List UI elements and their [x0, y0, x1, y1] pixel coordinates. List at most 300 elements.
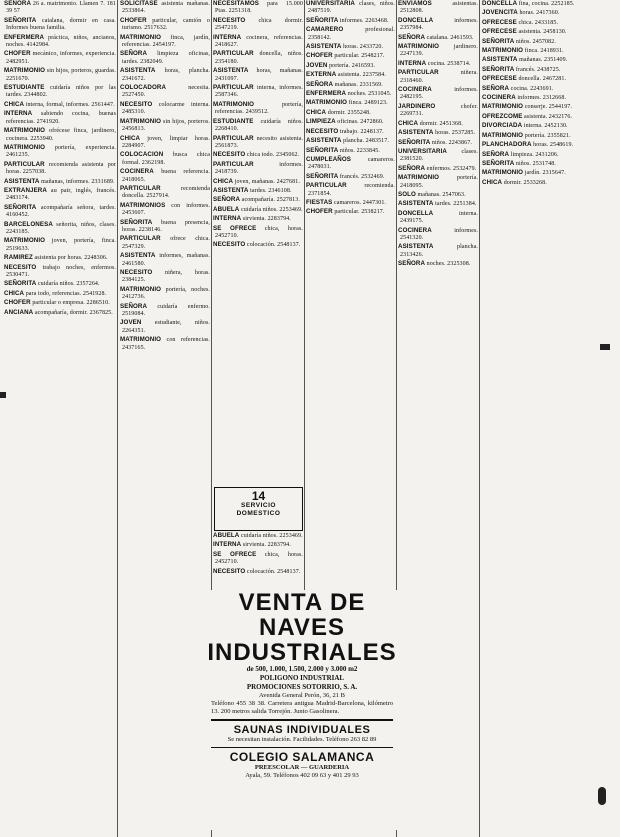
classified-ad-heading: ASISTENTA	[213, 186, 249, 194]
classified-ad	[306, 156, 395, 172]
classified-ad	[306, 182, 395, 198]
classified-ad-heading: PARTICULAR	[120, 184, 161, 192]
classified-ad	[306, 147, 395, 155]
classified-ad	[213, 151, 303, 159]
classified-ad	[213, 187, 303, 195]
section-header-servicio-domestico	[214, 487, 303, 531]
classified-ad	[120, 168, 210, 184]
classified-ad-text: particular, camión o turismo. 2517632.	[122, 17, 210, 32]
classified-ad-heading: MATRIMONIO	[306, 99, 348, 107]
classified-ad-heading: RAMIREZ	[4, 254, 33, 262]
classified-ad-heading: SEÑORITA	[482, 65, 515, 73]
column-divider	[117, 0, 118, 837]
classified-ad	[398, 165, 478, 173]
classified-ad	[4, 67, 116, 83]
classified-column-1	[4, 0, 116, 837]
classified-ad	[306, 71, 395, 79]
classified-ad-text: interna, informes. 2587346.	[215, 85, 303, 99]
classified-ad-text: informes. 2357984.	[400, 17, 478, 32]
classified-ad	[482, 94, 596, 102]
classified-ad	[120, 118, 210, 134]
classified-ad-text: horas. 2537285.	[433, 130, 476, 137]
classified-ad	[213, 215, 303, 223]
classified-ad-text: francés. 2438725.	[514, 66, 561, 73]
ad-headline-1: VENTA DE NAVES	[238, 589, 366, 641]
classified-ad	[306, 17, 395, 25]
classified-ad-text: para 15.000 Ptas. 2251318.	[215, 1, 303, 15]
classified-ad-text: tardes. 2346108.	[248, 187, 292, 194]
classified-ad-heading: DONCELLA	[398, 209, 434, 217]
classified-ad-text: asistenta. 2458130.	[516, 29, 567, 36]
classified-ad-text: dormir. 2533268.	[502, 179, 547, 186]
classified-ad-heading: CHICA	[4, 100, 25, 108]
classified-ad	[306, 81, 395, 89]
classified-ad-heading: CHICA	[306, 108, 327, 116]
classified-ad	[306, 118, 395, 126]
page-edge-mark	[600, 344, 610, 350]
classified-ad	[398, 129, 478, 137]
classified-ad-text: chica. 2433185.	[516, 19, 559, 26]
classified-ad-text: niños. 2531748.	[514, 160, 556, 167]
classified-ad-text: buena referencia. 2418065.	[122, 169, 210, 183]
classified-ad-text: portería, experiencia. 2461235.	[6, 144, 116, 159]
classified-ad-text: particular. 2538217.	[332, 209, 385, 216]
classified-ad	[213, 241, 303, 249]
classified-ad-heading: NECESITO	[213, 241, 246, 249]
classified-ad	[120, 202, 210, 218]
classified-ad-heading: CHOFER	[306, 52, 333, 60]
classified-ad	[482, 56, 596, 64]
classified-ad-text: portería. 2416593.	[327, 62, 376, 69]
classified-ad	[306, 26, 395, 42]
classified-ad-heading: MATRIMONIO	[398, 174, 440, 182]
classified-ad-heading: SEÑORA	[398, 164, 426, 172]
classified-ad	[213, 17, 303, 33]
classified-ad-heading: MATRIMONIO	[482, 47, 524, 55]
classified-ad-heading: ESTUDIANTE	[213, 117, 254, 125]
classified-ad-heading: PARTICULAR	[120, 235, 161, 243]
classified-ad	[482, 179, 596, 187]
classified-ad-heading: MATRIMONIOS	[120, 201, 166, 209]
classified-ad	[120, 34, 210, 50]
classified-ad-text: práctica, niños, ancianos, noches. 4142984.	[6, 34, 116, 49]
classified-ad-heading: ENFERMERA	[306, 90, 347, 98]
classified-ad-text: colocación. 2548137.	[245, 568, 301, 575]
classified-ad-heading: FIESTAS	[306, 198, 333, 206]
classified-ad	[4, 290, 116, 298]
column-divider	[304, 0, 305, 590]
classified-ad-text: mañanas. 2351409.	[517, 57, 568, 64]
classified-ad	[120, 151, 210, 167]
classified-ad	[4, 0, 116, 16]
classified-ad	[482, 0, 596, 8]
ad-sizes: de 500, 1.000, 1.500, 2.000 y 3.000 m2	[246, 665, 358, 673]
classified-ad	[398, 69, 478, 85]
classified-ad	[4, 309, 116, 317]
classified-ad-text: horas. 2417360.	[517, 10, 560, 17]
classified-ad-text: cuidaría niños. 2253469.	[239, 206, 303, 213]
classified-ad-text: interna. 2452130.	[522, 123, 568, 130]
classified-ad	[398, 120, 478, 128]
classified-ad	[306, 62, 395, 70]
classified-ad	[306, 0, 395, 16]
classified-ad-text: portería. 2355821.	[523, 132, 571, 139]
classified-ad-heading: MATRIMONIO	[120, 33, 162, 41]
classified-ad-heading: JARDINERO	[398, 102, 436, 110]
classified-ad-text: profesional. 2358142.	[308, 27, 395, 41]
classified-ad-text: asistenta por horas. 2248306.	[32, 255, 108, 262]
classified-ad-text: horas, plancha. 2341672.	[122, 68, 210, 82]
classified-ad-text: recomienda doncella. 2527914.	[122, 185, 210, 200]
classified-ad-heading: COCINERA	[398, 226, 432, 234]
classified-ad-text: plancha. 2483517.	[341, 138, 389, 145]
classified-ad-heading: ASISTENTA	[398, 200, 434, 208]
classified-ad-heading: SEÑORITA	[4, 280, 37, 288]
classified-ad	[306, 128, 395, 136]
classified-ad-heading: CUMPLEAÑOS	[306, 155, 352, 163]
classified-ad-text: cocinera, referencias. 2418627.	[215, 34, 303, 49]
classified-ad-text: horas. 2433720.	[341, 44, 384, 51]
classified-ad-heading: SEÑORA	[4, 0, 32, 7]
classified-ad	[4, 178, 116, 186]
saunas-body: Se necesitan instalación. Facilidades. Teléfono 263 82 89	[227, 735, 377, 743]
classified-ad-text: colocación. 2548137.	[245, 242, 301, 249]
classified-ad	[213, 532, 303, 540]
classified-ad-text: dormir. 2355248.	[326, 109, 371, 116]
classified-ad-text: mañanas. 2547063.	[415, 191, 466, 198]
classified-ad	[398, 191, 478, 199]
classified-ad-heading: INTERNA	[4, 110, 33, 118]
classified-ad-text: particular. 2548217.	[332, 53, 385, 60]
classified-ad	[4, 254, 116, 262]
classified-ad-heading: DIVORCIADA	[482, 122, 523, 130]
classified-ad	[120, 336, 210, 352]
classified-ad-heading: SEÑORITA	[4, 203, 37, 211]
classified-ad-text: cuidaría niños. 2253469.	[239, 533, 303, 539]
classified-ad-heading: INTERNA	[213, 215, 242, 223]
classified-ad-text: sin hijos, porteros. 2456813.	[122, 118, 210, 133]
classified-ad-text: informes. 2418739.	[215, 161, 303, 176]
classified-ad-text: particular o empresa. 2286510.	[30, 300, 110, 307]
classified-ad	[398, 34, 478, 42]
classified-ad	[4, 187, 116, 203]
classified-ad-text: recomienda. 2371854.	[308, 183, 395, 197]
classified-ad-text: joven, mañanas. 2427681.	[233, 178, 300, 185]
classified-ad-text: informes. 2312668.	[515, 95, 567, 102]
classified-ad	[4, 101, 116, 109]
classified-ad	[398, 227, 478, 243]
classified-ad	[213, 50, 303, 66]
classified-ad-heading: JOVEN	[120, 319, 142, 327]
classified-ad	[120, 286, 210, 302]
classified-ad-text: mañanas, informes. 2331689.	[39, 178, 115, 185]
classified-ad	[213, 118, 303, 134]
classified-ad-heading: MATRIMONIO	[482, 169, 524, 177]
classified-ad-heading: MATRIMONIO	[4, 143, 46, 151]
classified-ad-text: finca, jardín, referencias. 2454197.	[122, 34, 210, 49]
classified-ad-text: informes. 2263468.	[338, 17, 389, 24]
classified-ad-text: recomienda asistenta por horas. 2257038.	[6, 161, 116, 176]
classified-ad-heading: SEÑORA	[120, 302, 148, 310]
classified-ad-text: jardín. 2315647.	[523, 170, 566, 177]
classified-ad	[213, 135, 303, 151]
classified-ad-text: con informes. 2453607.	[122, 202, 210, 217]
classified-ad	[213, 541, 303, 549]
classified-ad	[4, 280, 116, 288]
classified-ad	[398, 17, 478, 33]
classified-ad-text: necesito asistenta. 2561873.	[215, 135, 303, 149]
classified-ad-text: noches. 2325308.	[425, 261, 471, 268]
classified-ad	[398, 60, 478, 68]
classified-ad-heading: SEÑORITA	[306, 16, 339, 24]
classified-ad	[120, 269, 210, 285]
classified-ad	[4, 237, 116, 253]
classified-ad-text: mañanas. 2331569.	[333, 81, 383, 88]
classified-ad	[398, 200, 478, 208]
classified-ad-heading: CHOFER	[306, 208, 333, 216]
classified-ad	[482, 66, 596, 74]
classified-ad-text: buena presencia, horas. 2238146.	[122, 219, 210, 233]
classified-ad-heading: ASISTENTA	[482, 56, 518, 64]
classified-ad-text: cuidaría enfermo. 2519084.	[122, 303, 210, 318]
classified-ad-text: con referencias. 2437165.	[122, 337, 210, 351]
classified-ad-heading: DONCELLA	[482, 0, 518, 7]
classified-ad	[213, 196, 303, 204]
classified-ad-heading: CHICA	[398, 119, 419, 127]
classified-ad-text: trabajo. 2248137.	[338, 128, 384, 135]
classified-ad	[213, 67, 303, 83]
classified-ad-text: clases. 2381520.	[400, 148, 478, 163]
classified-ad-text: cuidaría niños. 2268410.	[215, 118, 303, 133]
classified-ad-text: cocina. 2538714.	[426, 60, 471, 67]
classified-ad-text: catalana, dormir en casa. Informes buena familia.	[6, 17, 116, 32]
classified-ad-text: enfermos. 2532479.	[425, 165, 477, 172]
classified-ad-heading: INTERNA	[213, 33, 242, 41]
classified-ad-heading: SEÑORITA	[482, 37, 515, 45]
page-edge-mark	[0, 392, 6, 398]
classified-ad	[306, 99, 395, 107]
classified-ad-text: asistenta. 2237584.	[336, 72, 386, 79]
classified-ad-heading: ASISTENTA	[213, 67, 249, 75]
classified-ad-heading: PARTICULAR	[306, 182, 347, 190]
classified-ad-text: finca. 2418931.	[523, 48, 564, 55]
classified-ad	[213, 206, 303, 214]
classified-ad-text: au pair, inglés, francés. 2483174.	[6, 187, 116, 202]
classified-ad-heading: INTERNA	[398, 59, 427, 67]
classified-ad-heading: NECESITAMOS	[213, 0, 260, 7]
classified-ad	[482, 28, 596, 36]
classified-ad	[213, 101, 303, 117]
classified-ad	[306, 208, 395, 216]
classified-ad	[4, 50, 116, 66]
classified-ad-text: interna. 2439175.	[400, 210, 478, 225]
saunas-title: SAUNAS INDIVIDUALES	[233, 723, 371, 736]
classified-ad	[398, 174, 478, 190]
classified-ad-heading: MATRIMONIO	[482, 131, 524, 139]
classified-ad	[482, 75, 596, 83]
classified-ad	[4, 127, 116, 143]
classified-ad-heading: ASISTENTA	[398, 243, 434, 251]
classified-ad	[306, 173, 395, 181]
classified-ad-heading: CHICA	[120, 134, 141, 142]
ad-address: Avenida General Perón, 36, 21 B	[259, 692, 345, 699]
classified-ad-text: francés. 2532469.	[338, 173, 385, 180]
classified-ad-heading: SEÑORA	[213, 196, 241, 204]
classified-ad-heading: UNIVERSITARIA	[306, 0, 355, 7]
classified-ad-heading: SEÑORA	[482, 150, 510, 158]
classified-ad	[213, 178, 303, 186]
classified-ad	[306, 43, 395, 51]
classified-ad-heading: NECESITO	[120, 269, 153, 276]
classified-ad-text: niñera, horas. 2384125.	[122, 270, 210, 284]
classified-ad-text: sirvienta. 2283794.	[241, 216, 291, 223]
classified-ad-heading: ASISTENTA	[398, 129, 434, 137]
classified-ad-heading: PARTICULAR	[213, 84, 254, 92]
classified-ad-heading: SEÑORA	[398, 260, 426, 268]
classified-ad-text: informes. 2482195.	[400, 87, 478, 101]
ad-divider	[211, 747, 393, 749]
classified-ad-heading: JOVEN	[306, 61, 328, 69]
classified-ad	[120, 235, 210, 251]
classified-ad-text: cuidaría niños. 2357264.	[36, 281, 100, 288]
classified-ad	[398, 148, 478, 164]
classified-ad	[120, 252, 210, 268]
classified-ad-heading: ASISTENTA	[306, 43, 342, 51]
classified-ad-text: acompañaría señora, tardes. 4160452.	[6, 204, 116, 219]
colegio-subtitle: PREESCOLAR — GUARDERIA	[254, 764, 350, 771]
classified-ad	[213, 84, 303, 100]
classified-ad-heading: MATRIMONIO	[4, 67, 46, 75]
classified-ad-text: sabiendo cocina, buenas referencias. 2741920.	[6, 111, 116, 125]
ad-divider	[211, 719, 393, 721]
classified-ad	[482, 151, 596, 159]
classified-ad-text: portería. 2418095.	[400, 175, 478, 189]
ad-headline-2: INDUSTRIALES	[207, 639, 397, 666]
classified-ad-text: chica, horas. 2452710.	[215, 551, 303, 566]
classified-ad	[482, 113, 596, 121]
classified-ad-text: informes, mañanas. 2461580.	[122, 253, 210, 267]
classified-ad-text: ofrécese finca, jardinero, cocinera. 2253940.	[6, 128, 116, 142]
classified-ad-heading: ANCIANA	[4, 308, 34, 316]
classified-ad-heading: PARTICULAR	[4, 160, 45, 168]
classified-ad	[213, 34, 303, 50]
classified-ad-text: conserje. 2544197.	[523, 104, 572, 111]
classified-column-4	[306, 0, 395, 588]
classified-ad-heading: ENVIAMOS	[398, 0, 432, 7]
classified-ad-heading: SEÑORITA	[306, 172, 339, 180]
classified-ad	[482, 103, 596, 111]
classified-ad-heading: CHICA	[482, 178, 503, 186]
classified-ad-text: sirvienta. 2283794.	[241, 542, 291, 549]
classified-ad-heading: SE OFRECE	[213, 550, 257, 558]
classified-ad-heading: COCINERA	[120, 168, 154, 176]
classified-column-6	[482, 0, 596, 837]
classified-ad-heading: CAMARERO	[306, 26, 344, 34]
classified-ad-text: portería, noches. 2412736.	[122, 286, 210, 301]
classified-ad	[398, 0, 478, 16]
classified-ad-heading: SEÑORA	[120, 50, 148, 58]
classified-ad-heading: SOLO	[398, 190, 416, 198]
classified-ad-heading: UNIVERSITARIA	[398, 147, 447, 155]
classified-ad	[4, 84, 116, 100]
classified-column-3-lower	[213, 532, 303, 588]
classified-ad	[398, 260, 478, 268]
classified-ad-heading: CHICA	[4, 289, 25, 297]
classified-ad-text: doncella. 2467281.	[516, 76, 567, 83]
classified-ad-text: limpieza oficinas, tardes. 2382049.	[122, 51, 210, 65]
classified-ad-heading: ENFERMERA	[4, 33, 45, 41]
classified-ad-text: colocarme interna. 2485310.	[122, 101, 210, 116]
classified-ad	[4, 17, 116, 33]
classified-ad-heading: ABUELA	[213, 532, 240, 539]
classified-ad-text: niños. 2243867.	[430, 139, 472, 146]
page-edge-mark	[598, 787, 606, 805]
colegio-address: Ayala, 59. Teléfonos 402 09 63 y 401 29 93	[245, 772, 359, 779]
classified-ad-heading: CHOFER	[4, 50, 31, 58]
classified-ad-heading: ASISTENTA	[4, 177, 40, 185]
ad-poligono: POLIGONO INDUSTRIAL	[259, 674, 345, 682]
classified-ad	[398, 43, 478, 59]
section-title-line1: SERVICIO	[241, 502, 276, 509]
classified-ad-heading: CHOFER	[120, 16, 147, 24]
classified-ad	[306, 52, 395, 60]
classified-ad-heading: LIMPIEZA	[306, 118, 336, 126]
classified-ad-heading: OFRECESE	[482, 18, 517, 26]
classified-ad-text: cuidaría niños por las tardes. 2344802.	[6, 85, 116, 99]
classified-ad-heading: PARTICULAR	[398, 69, 439, 77]
classified-ad-heading: NECESITO	[213, 151, 246, 159]
classified-ad-heading: SEÑORA	[398, 33, 426, 41]
classified-ad-heading: NECESITO	[120, 100, 153, 108]
classified-ad-text: acompañaría, dormir. 2367825.	[33, 309, 113, 316]
classified-ad	[482, 9, 596, 17]
classified-ad-text: asistenta mañanas. 2533864.	[122, 1, 210, 15]
classified-ad-text: señorita, niños, clases. 2243185.	[6, 221, 116, 235]
classified-ad-heading: PARTICULAR	[213, 160, 254, 168]
classified-ad-heading: PARTICULAR	[213, 50, 254, 58]
classified-ad-heading: SEÑORITA	[306, 146, 339, 154]
classified-ad-heading: SEÑORITA	[482, 159, 515, 167]
classified-ad	[4, 264, 116, 280]
classified-ad-heading: MATRIMONIO	[398, 43, 440, 51]
classified-ad	[4, 34, 116, 50]
classified-ad	[398, 103, 478, 119]
classified-ad	[4, 299, 116, 307]
classified-ad	[482, 19, 596, 27]
classified-ad-text: joven, limpiar horas. 2284907.	[122, 135, 210, 149]
classified-ad-heading: OFRECESE	[482, 75, 517, 83]
classified-ad	[398, 86, 478, 102]
classified-ad-text: asistenta. 2432176.	[522, 113, 573, 120]
classified-ad-text: dormir. 2451368.	[418, 120, 463, 127]
classified-ad	[398, 210, 478, 226]
classified-ad-text: finca. 2489123.	[347, 100, 388, 107]
classified-ad-heading: OFREZCOME	[482, 112, 523, 120]
classified-ad	[306, 109, 395, 117]
classified-ad-text: para todo, referencias. 2541928.	[24, 290, 107, 297]
classified-ad	[4, 161, 116, 177]
classified-ad-heading: MATRIMONIO	[120, 117, 162, 125]
classified-ad	[120, 219, 210, 235]
classified-column-2	[120, 0, 210, 837]
classified-ad-heading: MATRIMONIO	[4, 127, 46, 135]
classified-ad	[120, 101, 210, 117]
classified-ad-heading: MATRIMONIO	[4, 237, 46, 245]
classified-ad-text: portería, referencias. 2439512.	[215, 101, 303, 116]
classified-ad-text: mecánico, informes, experiencia. 2482951.	[6, 51, 116, 65]
classified-ad-heading: NECESITO	[306, 127, 339, 135]
classified-ad-heading: SEÑORITA	[120, 218, 153, 226]
